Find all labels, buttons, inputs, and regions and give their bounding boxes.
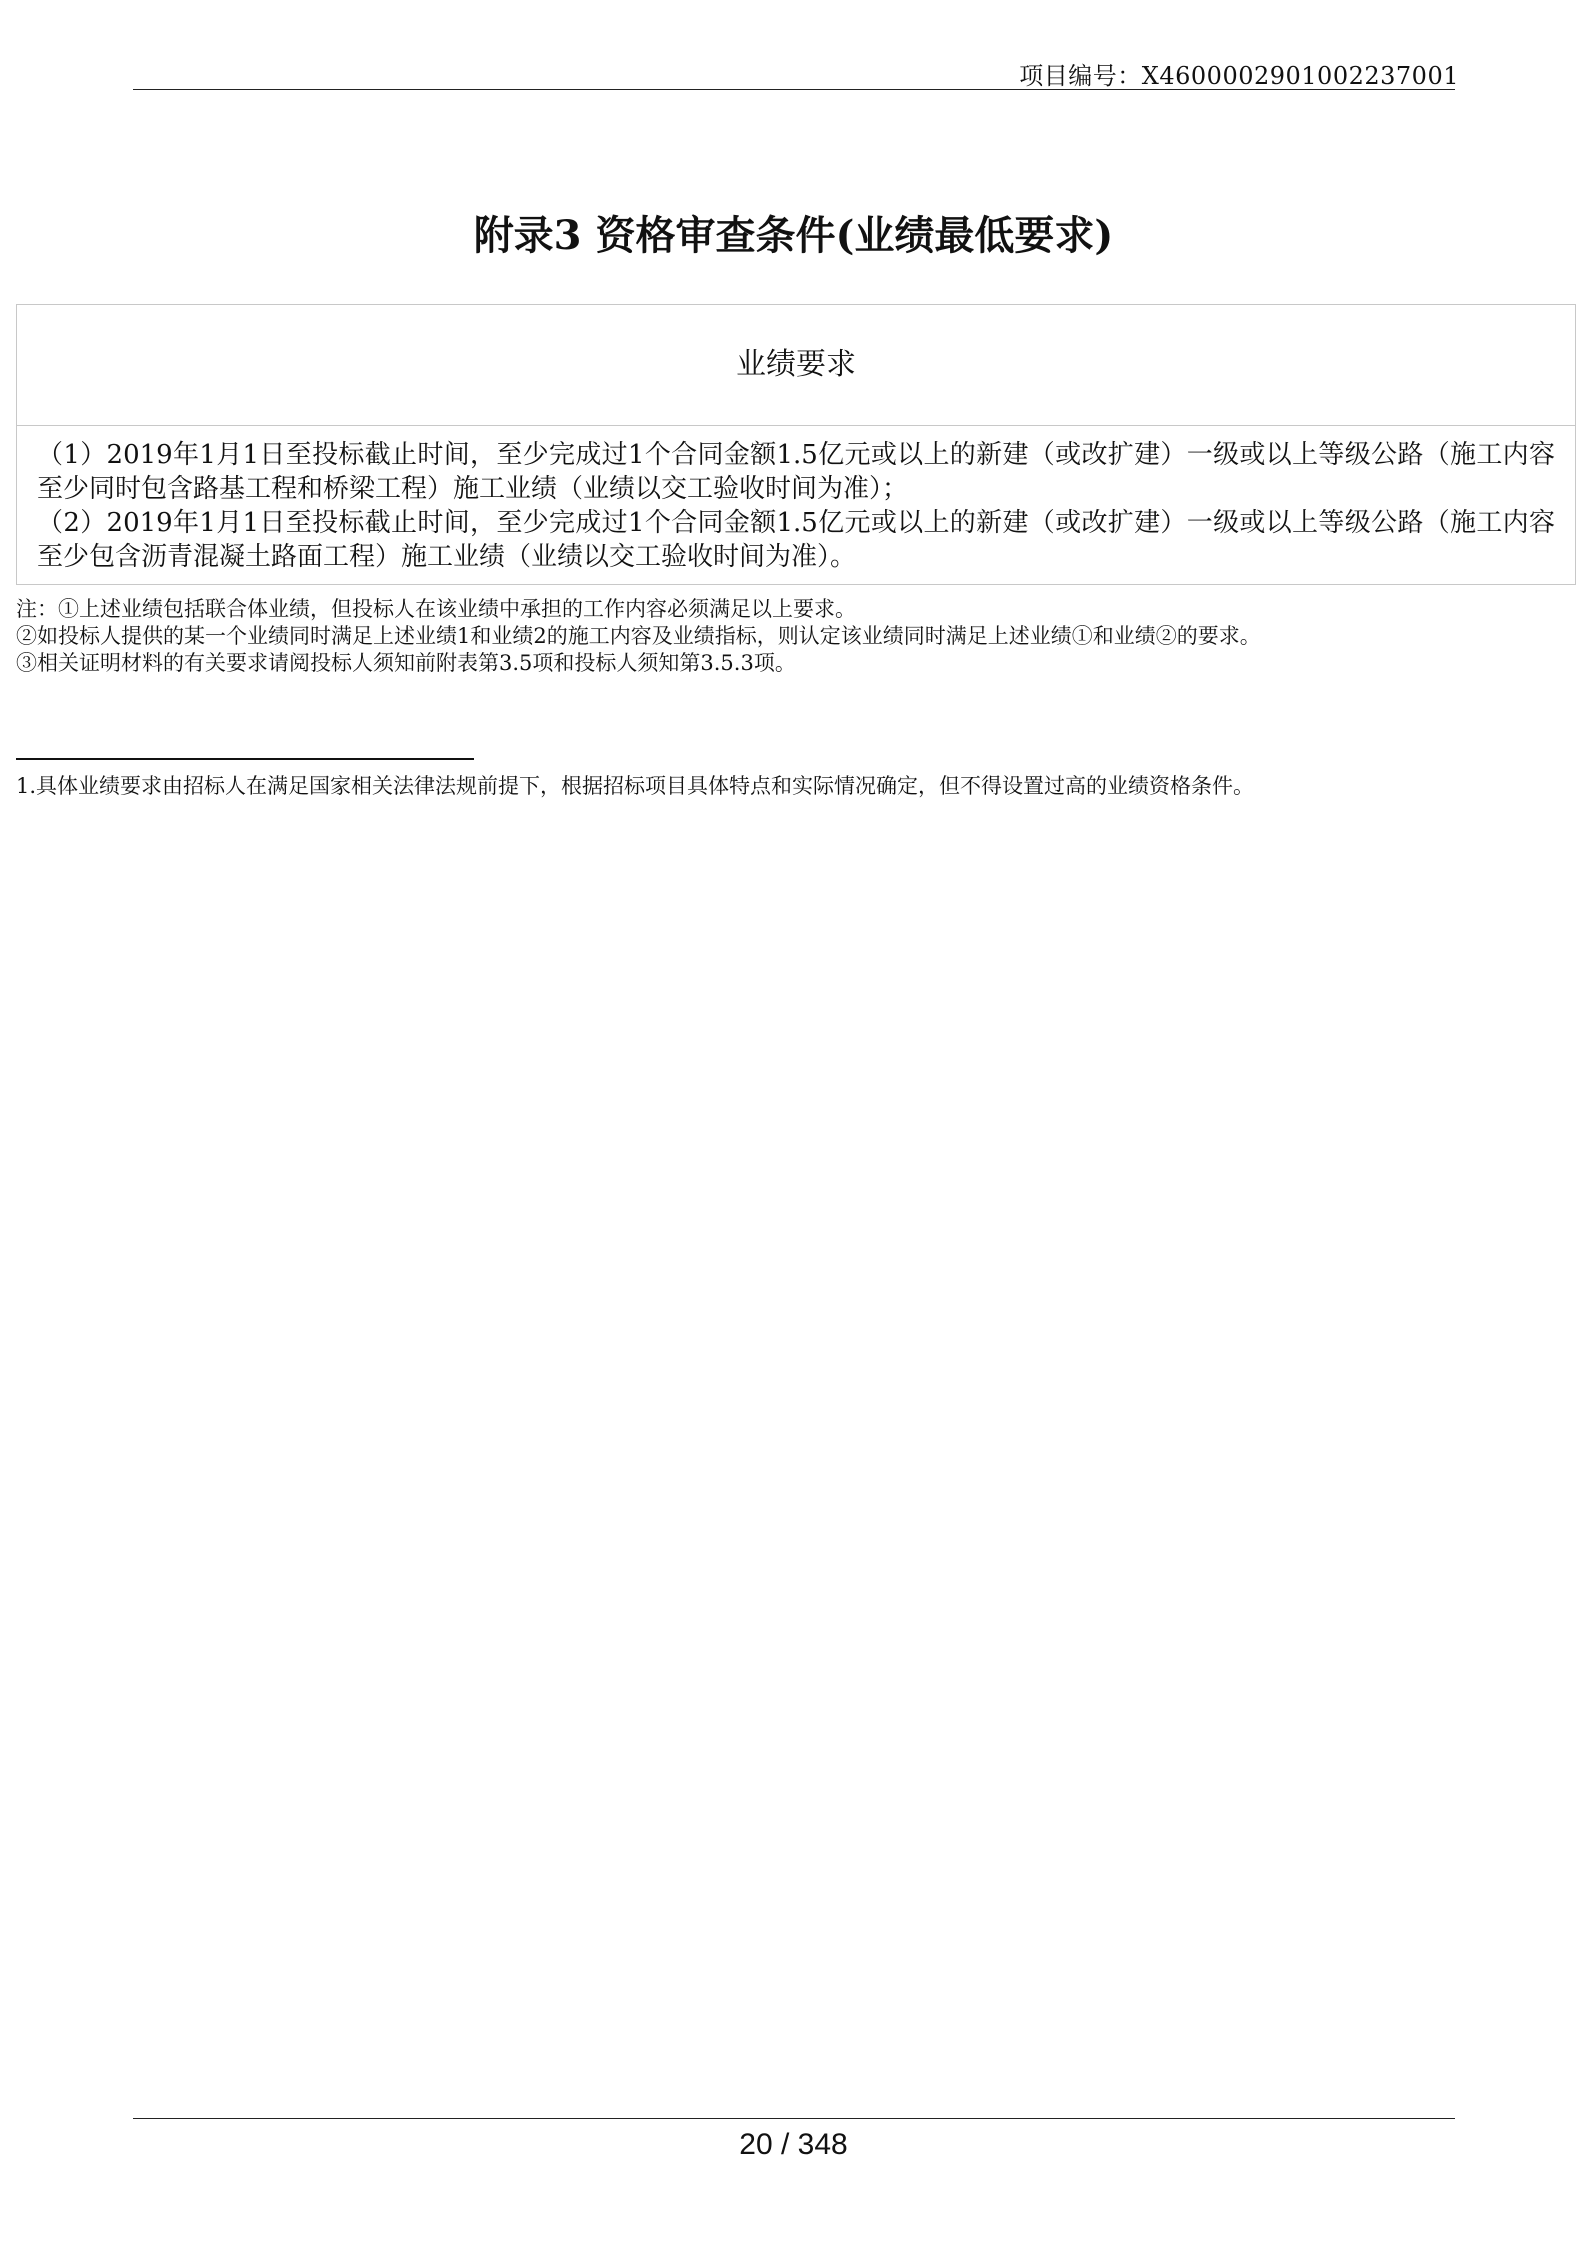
header-divider xyxy=(133,89,1455,90)
project-number: 项目编号：X4600002901002237001 xyxy=(1019,62,1459,90)
note-line: ③相关证明材料的有关要求请阅投标人须知前附表第3.5项和投标人须知第3.5.3项。 xyxy=(16,651,796,675)
footnote-divider xyxy=(16,758,474,760)
requirement-item: （2）2019年1月1日至投标截止时间，至少完成过1个合同金额1.5亿元或以上的新建（或改扩建）一级或以上等级公路（施工内容至少包含沥青混凝土路面工程）施工业绩（业绩以交工验收时间为准）。 xyxy=(37,508,1555,572)
requirements-table xyxy=(16,304,1576,585)
footer-divider xyxy=(133,2118,1455,2119)
footnote: 1.具体业绩要求由招标人在满足国家相关法律法规前提下，根据招标项目具体特点和实际情况确定，但不得设置过高的业绩资格条件。 xyxy=(16,774,1255,798)
page-number: 20 / 348 xyxy=(739,2128,848,2161)
note-line: 注：①上述业绩包括联合体业绩，但投标人在该业绩中承担的工作内容必须满足以上要求。 xyxy=(16,597,856,621)
requirement-item: （1）2019年1月1日至投标截止时间，至少完成过1个合同金额1.5亿元或以上的新建（或改扩建）一级或以上等级公路（施工内容至少同时包含路基工程和桥梁工程）施工业绩（业绩以交工验收时间为准）； xyxy=(37,440,1555,504)
requirements-table-body xyxy=(17,426,1575,584)
requirements-table-heading: 业绩要求 xyxy=(17,305,1575,426)
page-title: 附录3 资格审查条件(业绩最低要求) xyxy=(473,212,1114,259)
notes-block xyxy=(16,596,1556,677)
note-line: ②如投标人提供的某一个业绩同时满足上述业绩1和业绩2的施工内容及业绩指标，则认定该业绩同时满足上述业绩①和业绩②的要求。 xyxy=(16,624,1261,648)
